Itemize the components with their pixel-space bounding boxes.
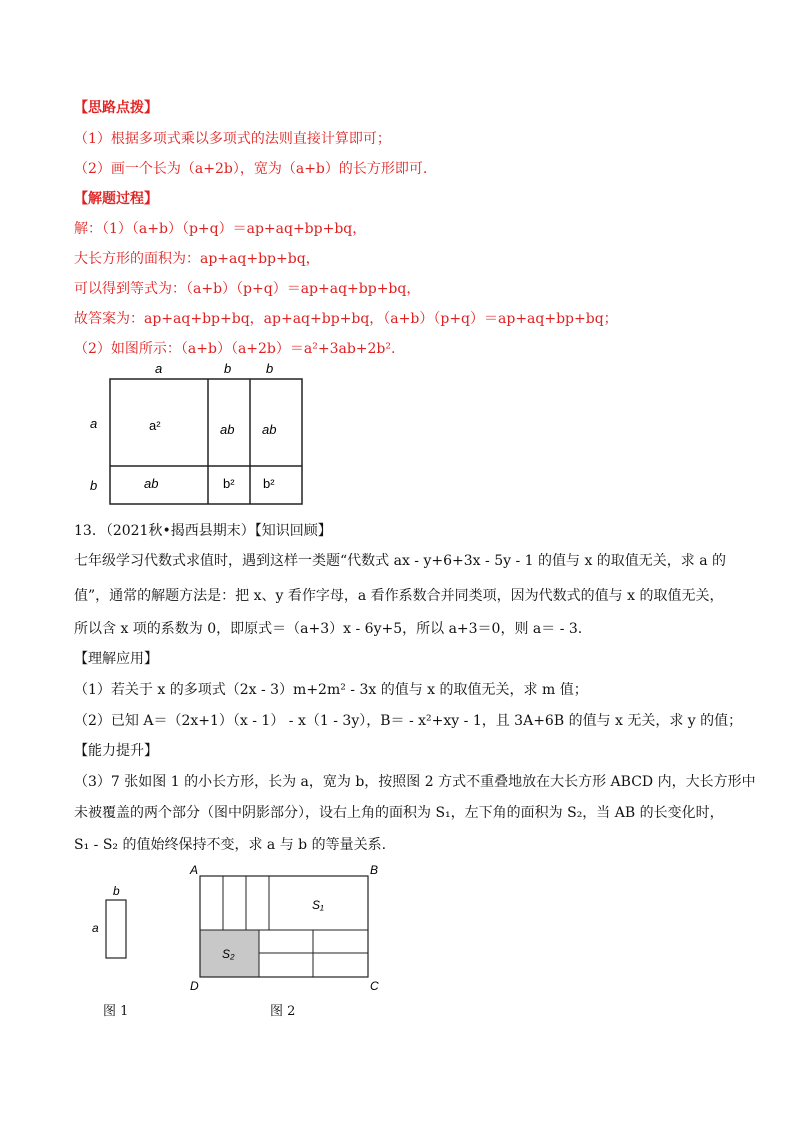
solution-line-4: 故答案为：ap+aq+bp+bq，ap+aq+bp+bq，（a+b）（p+q）＝ap+aq+bp+bq； — [74, 311, 618, 327]
cell-ab-2: ab — [262, 422, 277, 437]
figure-1-label-b: b — [113, 884, 120, 898]
cell-ab-1: ab — [220, 422, 235, 437]
hint-line-1: （1）根据多项式乘以多项式的法则直接计算即可； — [74, 131, 391, 147]
question-3-line-1: （3）7 张如图 1 的小长方形，长为 a，宽为 b，按照图 2 方式不重叠地放在大长方形 ABCD 内，大长方形中 — [74, 774, 756, 790]
question-1: （1）若关于 x 的多项式（2x - 3）m+2m² - 3x 的值与 x 的取值无关，求 m 值； — [74, 682, 588, 698]
apply-heading: 【理解应用】 — [74, 651, 158, 667]
question-3-line-2: 未被覆盖的两个部分（图中阴影部分），设右上角的面积为 S₁，左下角的面积为 S₂，当 AB 的长变化时， — [74, 805, 724, 821]
solution-line-3: 可以得到等式为：（a+b）（p+q）＝ap+aq+bp+bq， — [74, 281, 421, 297]
side-label-b: b — [90, 478, 98, 493]
problem-13-para-3: 所以含 x 项的系数为 0，即原式＝（a+3）x - 6y+5，所以 a+3＝0，则 a＝ - 3. — [74, 621, 583, 637]
problem-13-para-2: 值”，通常的解题方法是：把 x、y 看作字母，a 看作系数合并同类项，因为代数式的值与 x 的取值无关， — [74, 588, 724, 604]
top-label-a: a — [155, 361, 163, 376]
hint-line-2: （2）画一个长为（a+2b），宽为（a+b）的长方形即可. — [74, 161, 428, 177]
label-s2: S₂ — [222, 947, 235, 961]
top-label-b2: b — [266, 361, 274, 376]
figure-1-label-a: a — [92, 921, 99, 935]
cell-b-squared-2: b² — [263, 476, 275, 491]
vertex-c: C — [370, 979, 379, 993]
vertex-b: B — [370, 863, 379, 877]
side-label-a: a — [90, 416, 98, 431]
vertex-a: A — [190, 863, 199, 877]
solution-heading: 【解题过程】 — [74, 191, 158, 207]
problem-13-header: 13．（2021秋•揭西县期末）【知识回顾】 — [74, 523, 332, 539]
vertex-d: D — [190, 979, 199, 993]
solution-line-5: （2）如图所示：（a+b）（a+2b）＝a²+3ab+2b². — [74, 341, 396, 357]
figure-1-caption: 图 1 — [103, 1004, 129, 1019]
figure-2-caption: 图 2 — [270, 1004, 296, 1019]
cell-a-squared: a² — [149, 418, 161, 433]
question-3-line-3: S₁ - S₂ 的值始终保持不变，求 a 与 b 的等量关系. — [74, 837, 387, 853]
improve-heading: 【能力提升】 — [74, 743, 158, 759]
cell-b-squared-1: b² — [223, 476, 235, 491]
solution-line-2: 大长方形的面积为：ap+aq+bp+bq， — [74, 251, 320, 267]
cell-ab-3: ab — [144, 476, 159, 491]
figure-2 — [186, 862, 386, 994]
small-rectangle — [106, 900, 126, 958]
top-label-b1: b — [224, 361, 232, 376]
label-s1: S₁ — [312, 898, 324, 912]
hint-heading: 【思路点拨】 — [74, 100, 158, 116]
question-2: （2）已知 A＝（2x+1）（x - 1） - x（1 - 3y），B＝ - x²+xy - 1，且 3A+6B 的值与 x 无关，求 y 的值； — [74, 713, 743, 729]
problem-13-para-1: 七年级学习代数式求值时，遇到这样一类题“代数式 ax - y+6+3x - 5y - 1 的值与 x 的取值无关，求 a 的 — [74, 553, 727, 569]
figure-1 — [88, 882, 148, 962]
area-model-figure — [80, 360, 320, 510]
solution-line-1: 解：（1）（a+b）（p+q）＝ap+aq+bp+bq， — [74, 221, 367, 237]
